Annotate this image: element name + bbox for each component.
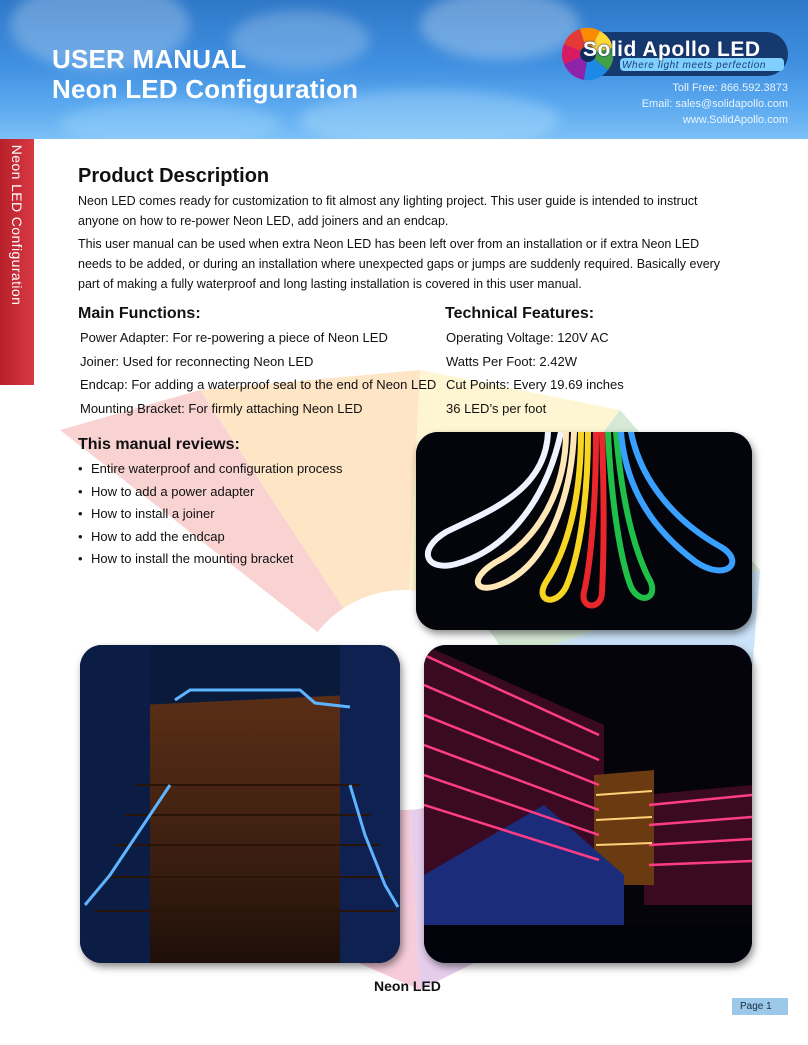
technical-features-heading: Technical Features: <box>445 305 595 322</box>
website: www.SolidApollo.com <box>682 114 788 126</box>
main-functions-heading: Main Functions: <box>78 305 201 322</box>
toll-free: Toll Free: 866.592.3873 <box>672 82 788 94</box>
list-item: Watts Per Foot: 2.42W <box>446 353 578 369</box>
staircase-photo <box>80 645 400 963</box>
photo-caption: Neon LED <box>374 978 441 994</box>
list-item: • Entire waterproof and configuration process <box>78 458 342 481</box>
list-item: • How to install a joiner <box>78 503 342 526</box>
side-tab-label: Neon LED Configuration <box>9 144 25 306</box>
list-item: Mounting Bracket: For firmly attaching Neon LED <box>80 400 363 416</box>
manual-reviews-heading: This manual reviews: <box>78 436 240 453</box>
logo-tagline: Where light meets perfection <box>622 60 767 71</box>
list-item: Cut Points: Every 19.69 inches <box>446 377 624 392</box>
logo-name: Solid Apollo LED <box>583 38 761 61</box>
technical-features-list <box>446 326 624 420</box>
manual-reviews-list <box>78 458 342 571</box>
main-functions-list <box>80 326 436 420</box>
list-item: • How to add the endcap <box>78 526 342 549</box>
email: Email: sales@solidapollo.com <box>641 98 788 110</box>
title-line-1: USER MANUAL <box>52 44 247 74</box>
list-item: • How to install the mounting bracket <box>78 548 342 571</box>
list-item: Power Adapter: For re-powering a piece of Neon LED <box>80 330 388 345</box>
neon-strips-photo <box>416 432 752 630</box>
list-item: Operating Voltage: 120V AC <box>446 330 609 345</box>
list-item: Joiner: Used for reconnecting Neon LED <box>80 353 314 369</box>
page-number-badge: Page 1 <box>732 998 788 1015</box>
building-photo <box>424 645 752 963</box>
description-paragraph-2: This user manual can be used when extra Neon LED has been left over from an installation or if extra Neon LED needs to be added, or during an installation where unexpected gaps or jumps are suddenly required. Basically every part of making a fully waterproof and long lasting installation is covered in this user manual. <box>78 237 721 291</box>
list-item: • How to add a power adapter <box>78 481 342 504</box>
product-description-heading: Product Description <box>78 165 270 187</box>
document-title <box>52 44 358 104</box>
list-item: 36 LED’s per foot <box>446 400 547 416</box>
side-tab-label-wrap <box>0 139 34 385</box>
description-paragraph-1: Neon LED comes ready for customization to fit almost any lighting project. This user guide is intended to instruct anyone on how to re-power Neon LED, add joiners and an endcap. <box>78 194 698 228</box>
list-item: Endcap: For adding a waterproof seal to the end of Neon LED <box>80 377 437 392</box>
title-line-2: Neon LED Configuration <box>52 74 359 104</box>
contact-info <box>642 80 788 128</box>
